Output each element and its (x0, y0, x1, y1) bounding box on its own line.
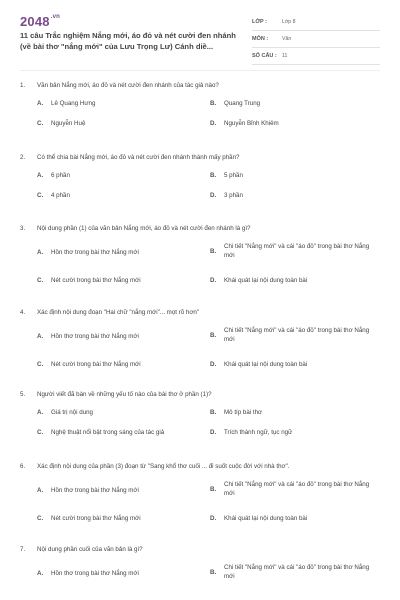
option-a[interactable] (37, 569, 202, 578)
option-text: Nguyễn Bỉnh Khiêm (224, 120, 279, 127)
option-letter: A. (37, 172, 44, 179)
option-text: Hồn thơ trong bài thơ Nắng mới (51, 570, 139, 577)
option-d[interactable] (210, 276, 375, 285)
option-letter: D. (210, 429, 217, 436)
option-b[interactable] (210, 408, 375, 417)
header-divider (20, 70, 380, 71)
question-7 (20, 545, 380, 580)
option-text: Giá trị nội dung (51, 409, 93, 416)
option-c[interactable] (37, 514, 202, 523)
meta-label: SỐ CÂU : (252, 53, 277, 59)
option-b[interactable] (210, 99, 375, 108)
option-letter: D. (210, 120, 217, 127)
option-c[interactable] (37, 360, 202, 369)
meta-value: 11 (282, 53, 288, 59)
option-text: 3 phần (224, 192, 243, 199)
option-text: Hồn thơ trong bài thơ Nắng mới (51, 333, 139, 340)
option-d[interactable] (210, 360, 375, 369)
option-letter: A. (37, 409, 44, 416)
meta-value: Lớp 8 (282, 19, 296, 25)
option-b[interactable] (210, 326, 375, 344)
option-text: Lê Quang Hưng (51, 100, 96, 107)
option-text: 6 phần (51, 172, 70, 179)
option-b[interactable] (210, 480, 375, 498)
option-letter: C. (37, 192, 44, 199)
option-letter: D. (210, 515, 217, 522)
option-text: 5 phần (224, 172, 243, 179)
question-number: 5. (20, 391, 26, 398)
worksheet-title: 11 câu Trắc nghiệm Nắng mới, áo đỏ và nét cười đen nhánh (về bài thơ "nắng mới" của Lưu Trọng Lư) Cánh diề... (20, 31, 236, 51)
option-b[interactable] (210, 242, 375, 260)
option-text: Khái quát lại nội dung toàn bài (224, 515, 308, 522)
option-letter: A. (37, 249, 44, 256)
logo-text: 2048 (20, 14, 50, 29)
meta-row-grade (252, 14, 380, 31)
question-number: 6. (20, 463, 26, 470)
question-stem: Nội dung phần cuối của văn bản là gì? (37, 546, 143, 553)
option-d[interactable] (210, 119, 375, 128)
option-text: Chi tiết "Nắng mới" và cái "áo đỏ" trong bài thơ Nắng mới (224, 243, 370, 259)
option-a[interactable] (37, 408, 202, 417)
option-letter: B. (210, 247, 217, 255)
question-number: 7. (20, 546, 26, 553)
option-text: Hồn thơ trong bài thơ Nắng mới (51, 249, 139, 256)
option-letter: B. (210, 409, 217, 416)
option-b[interactable] (210, 563, 375, 581)
question-text (20, 81, 380, 90)
option-letter: D. (210, 277, 217, 284)
option-letter: B. (210, 331, 217, 339)
question-stem: Xác định nội dung đoạn "Hai chữ "nắng mới"... mọt rõ hơn" (37, 309, 200, 316)
option-d[interactable] (210, 514, 375, 523)
site-logo[interactable] (20, 14, 60, 29)
option-c[interactable] (37, 191, 202, 200)
question-stem: Nội dung phần (1) của văn bản Nắng mới, áo đỏ và nét cười đen nhánh là gì? (37, 225, 251, 232)
option-b[interactable] (210, 171, 375, 180)
option-letter: C. (37, 429, 44, 436)
option-letter: C. (37, 515, 44, 522)
option-text: Chi tiết "Nắng mới" và cái "áo đỏ" trong bài thơ Nắng mới (224, 564, 370, 580)
question-stem: Văn bản Nắng mới, áo đỏ và nét cười đen nhánh của tác giả nào? (37, 82, 219, 89)
option-text: Nghệ thuật nổi bật trong sáng của tác giả (51, 429, 165, 436)
option-letter: C. (37, 120, 44, 127)
option-letter: D. (210, 192, 217, 199)
option-a[interactable] (37, 332, 202, 341)
option-text: Nét cười trong bài thơ Nắng mới (51, 361, 141, 368)
option-text: Chi tiết "Nắng mới" và cái "áo đỏ" trong bài thơ Nắng mới (224, 481, 370, 497)
option-letter: D. (210, 361, 217, 368)
option-c[interactable] (37, 276, 202, 285)
option-text: Mô típ bài thơ (224, 409, 263, 416)
question-5 (20, 390, 380, 436)
worksheet-meta (252, 14, 380, 65)
option-text: Hồn thơ trong bài thơ Nắng mới (51, 487, 139, 494)
question-1 (20, 81, 380, 127)
option-text: Trích thành ngữ, tục ngữ (224, 429, 293, 436)
option-text: Nét cười trong bài thơ Nắng mới (51, 277, 141, 284)
question-number: 4. (20, 309, 26, 316)
option-letter: A. (37, 570, 44, 577)
option-a[interactable] (37, 99, 202, 108)
question-text (20, 545, 380, 554)
meta-row-subject (252, 31, 380, 48)
question-text (20, 153, 380, 162)
question-text (20, 224, 380, 233)
question-4 (20, 308, 380, 368)
option-letter: A. (37, 333, 44, 340)
meta-label: MÔN : (252, 36, 269, 42)
option-a[interactable] (37, 248, 202, 257)
option-letter: A. (37, 100, 44, 107)
option-letter: B. (210, 172, 217, 179)
option-d[interactable] (210, 191, 375, 200)
question-text (20, 462, 380, 471)
question-3 (20, 224, 380, 284)
meta-value: Văn (282, 36, 292, 42)
option-letter: B. (210, 100, 217, 107)
meta-row-count (252, 48, 380, 65)
option-letter: B. (210, 485, 217, 493)
question-number: 2. (20, 154, 26, 161)
option-text: Nguyễn Huệ (51, 120, 86, 127)
option-letter: C. (37, 361, 44, 368)
option-letter: A. (37, 487, 44, 494)
option-text: 4 phần (51, 192, 70, 199)
question-text (20, 308, 380, 317)
option-letter: B. (210, 568, 217, 576)
option-c[interactable] (37, 119, 202, 128)
option-a[interactable] (37, 486, 202, 495)
option-text: Khái quát lại nội dung toàn bài (224, 361, 308, 368)
meta-label: LỚP : (252, 19, 267, 25)
option-d[interactable] (210, 428, 375, 437)
question-stem: Người viết đã bàn về những yếu tố nào của bài thơ ở phần (1)? (37, 391, 212, 398)
question-number: 3. (20, 225, 26, 232)
question-6 (20, 462, 380, 522)
option-letter: C. (37, 277, 44, 284)
question-2 (20, 153, 380, 199)
option-text: Chi tiết "Nắng mới" và cái "áo đỏ" trong bài thơ Nắng mới (224, 327, 370, 343)
option-a[interactable] (37, 171, 202, 180)
option-text: Nét cười trong bài thơ Nắng mới (51, 515, 141, 522)
question-number: 1. (20, 82, 26, 89)
option-text: Quang Trung (224, 100, 261, 107)
option-c[interactable] (37, 428, 202, 437)
question-text (20, 390, 380, 399)
worksheet-header (0, 0, 400, 66)
option-text: Khái quát lại nội dung toàn bài (224, 277, 308, 284)
question-stem: Xác định nội dung của phần (3) đoạn từ "Sang khổ thơ cuối ... đi suốt cuộc đời với nhà thơ". (37, 463, 290, 470)
logo-suffix: .vn (50, 14, 61, 20)
question-stem: Có thể chia bài Nắng mới, áo đỏ và nét cười đen nhánh thành mấy phần? (37, 154, 240, 161)
